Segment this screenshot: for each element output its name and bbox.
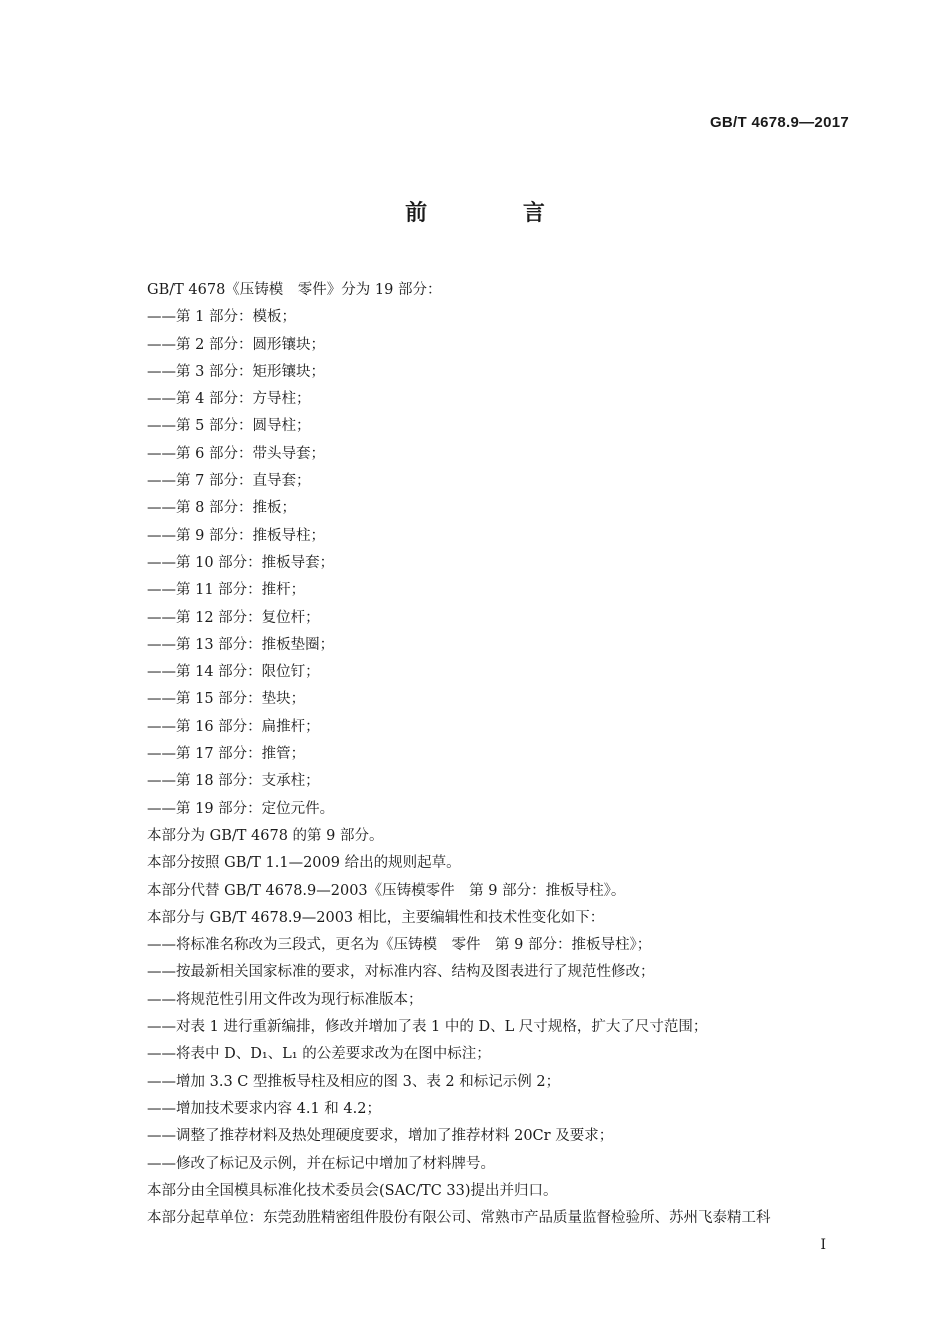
list-item: ——第 17 部分：推管； — [147, 746, 306, 763]
list-item: ——按最新相关国家标准的要求，对标准内容、结构及图表进行了规范性修改； — [147, 964, 655, 981]
list-item: ——调整了推荐材料及热处理硬度要求，增加了推荐材料 20Cr 及要求； — [147, 1128, 614, 1145]
list-item: ——第 14 部分：限位钉； — [147, 664, 320, 681]
list-item: ——修改了标记及示例，并在标记中增加了材料牌号。 — [147, 1155, 495, 1172]
list-item: ——增加技术要求内容 4.1 和 4.2； — [147, 1100, 381, 1117]
list-item: ——对表 1 进行重新编排，修改并增加了表 1 中的 D、L 尺寸规格，扩大了尺寸范围； — [147, 1019, 708, 1036]
list-item: ——第 6 部分：带头导套； — [147, 445, 325, 462]
list-item: ——第 4 部分：方导柱； — [147, 391, 311, 408]
list-item: ——第 19 部分：定位元件。 — [147, 800, 335, 817]
list-item: ——第 10 部分：推板导套； — [147, 554, 335, 571]
list-item: ——将标准名称改为三段式，更名为《压铸模 零件 第 9 部分：推板导柱》； — [147, 937, 652, 954]
list-item: ——第 8 部分：推板； — [147, 500, 296, 517]
list-item: ——第 5 部分：圆导柱； — [147, 418, 311, 435]
list-item: ——第 7 部分：直导套； — [147, 473, 311, 490]
list-item: ——第 18 部分：支承柱； — [147, 773, 320, 790]
text-line: 本部分与 GB/T 4678.9—2003 相比，主要编辑性和技术性变化如下： — [147, 909, 605, 926]
list-item: ——第 2 部分：圆形镶块； — [147, 336, 325, 353]
list-item: ——第 11 部分：推杆； — [147, 582, 306, 599]
text-line: 本部分为 GB/T 4678 的第 9 部分。 — [147, 827, 384, 844]
list-item: ——第 13 部分：推板垫圈； — [147, 636, 335, 653]
list-item: ——第 16 部分：扁推杆； — [147, 718, 320, 735]
text-line: 本部分按照 GB/T 1.1—2009 给出的规则起草。 — [147, 855, 461, 872]
body-text — [147, 277, 857, 1232]
list-item: ——将规范性引用文件改为现行标准版本； — [147, 991, 423, 1008]
list-item: ——第 15 部分：垫块； — [147, 691, 306, 708]
text-line: 本部分代替 GB/T 4678.9—2003《压铸模零件 第 9 部分：推板导柱》。 — [147, 882, 626, 899]
text-line: 本部分由全国模具标准化技术委员会(SAC/TC 33)提出并归口。 — [147, 1182, 558, 1199]
list-item: ——第 3 部分：矩形镶块； — [147, 363, 325, 380]
standard-code: GB/T 4678.9—2017 — [709, 114, 849, 131]
list-item: ——第 12 部分：复位杆； — [147, 609, 320, 626]
text-line: 本部分起草单位：东莞劲胜精密组件股份有限公司、常熟市产品质量监督检验所、苏州飞泰精工科 — [147, 1210, 771, 1227]
list-item: ——增加 3.3 C 型推板导柱及相应的图 3、表 2 和标记示例 2； — [147, 1073, 561, 1090]
list-item: ——第 1 部分：模板； — [147, 309, 296, 326]
page-number: I — [820, 1237, 826, 1253]
page-title: 前 言 — [405, 201, 589, 226]
list-item: ——将表中 D、D₁、L₁ 的公差要求改为在图中标注； — [147, 1046, 491, 1063]
list-item: ——第 9 部分：推板导柱； — [147, 527, 325, 544]
text-line: GB/T 4678《压铸模 零件》分为 19 部分： — [147, 282, 442, 298]
